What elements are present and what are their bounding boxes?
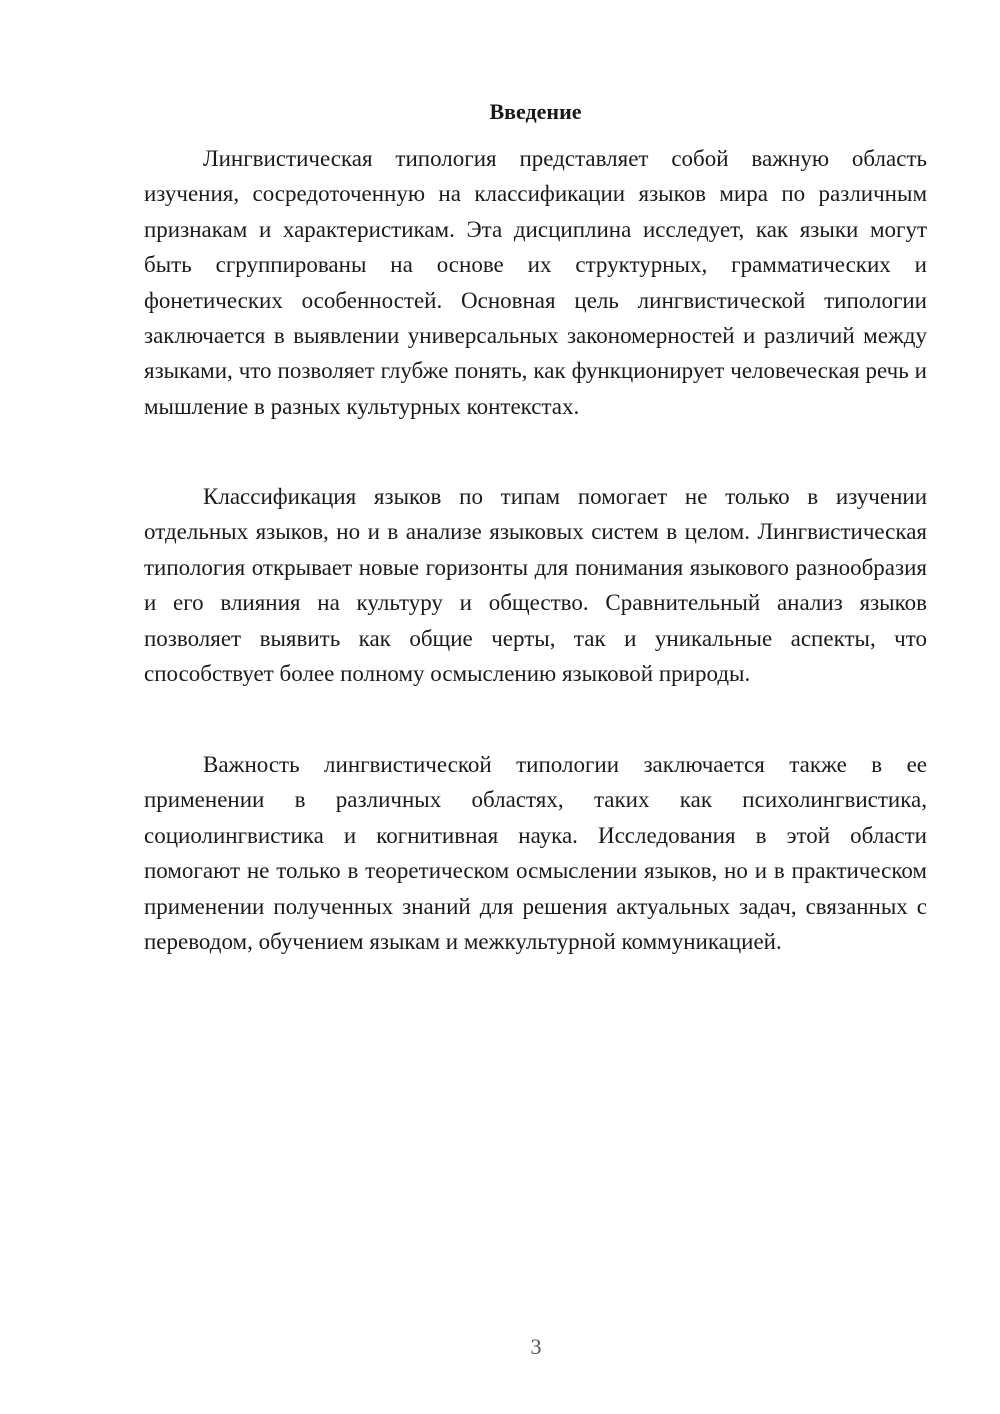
paragraph-1: Лингвистическая типология представляет собой важную область изучения, сосредоточенную на классификации языков мира по различным признакам и характеристикам. Эта дисциплина исследует, как языки могут быть сгруппированы на основе их структурных, грамматических и фонетических особенностей. Основная цель лингвистической типологии заключается в выявлении универсальных закономерностей и различий между языками, что позволяет глубже понять, как функционирует человеческая речь и мышление в разных культурных контекстах. — [144, 146, 927, 419]
page-number: 3 — [530, 1334, 542, 1359]
paragraph-2: Классификация языков по типам помогает не только в изучении отдельных языков, но и в анализе языковых систем в целом. Лингвистическая типология открывает новые горизонты для понимания языкового разнообразия и его влияния на культуру и общество. Сравнительный анализ языков позволяет выявить как общие черты, так и уникальные аспекты, что способствует более полному осмыслению языковой природы. — [144, 484, 927, 687]
paragraph-3: Важность лингвистической типологии заключается также в ее применении в различных областях, таких как психолингвистика, социолингвистика и когнитивная наука. Исследования в этой области помогают не только в теоретическом осмыслении языков, но и в практическом применении полученных знаний для решения актуальных задач, связанных с переводом, обучением языкам и межкультурной коммуникацией. — [144, 752, 927, 955]
page-title: Введение — [489, 99, 582, 124]
